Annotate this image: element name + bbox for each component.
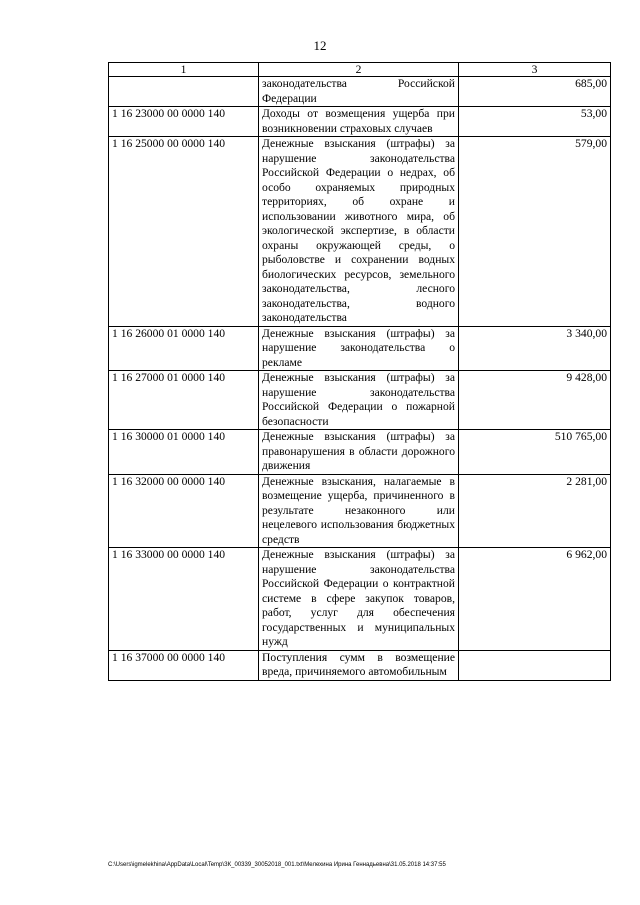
page-number: 12 [313,38,327,53]
row-amount: 6 962,00 [459,548,611,651]
table-row [109,107,611,137]
table-row [109,371,611,430]
row-amount: 685,00 [459,77,611,107]
row-code: 1 16 23000 00 0000 140 [109,107,259,137]
row-code: 1 16 25000 00 0000 140 [109,137,259,327]
row-code: 1 16 30000 01 0000 140 [109,430,259,475]
table-row [109,326,611,371]
table-row [109,77,611,107]
row-name: Денежные взыскания (штрафы) за нарушение законодательства Российской Федерации о пожарной безопасности [259,371,459,430]
row-name: Денежные взыскания (штрафы) за нарушение законодательства Российской Федерации о недрах, об особо охраняемых природных территориях, об охране и использовании животного мира, об экологической экспертизе, в области охраны окружающей среды, о рыболовстве и сохранении водных биологических ресурсов, земельного законодательства, лесного законодательства, водного законодательства [259,137,459,327]
row-name: Денежные взыскания, налагаемые в возмещение ущерба, причиненного в результате незаконного или нецелевого использования бюджетных средств [259,474,459,548]
column-header-amount: 3 [459,63,611,77]
row-name: законодательства Российской Федерации [259,77,459,107]
table-row [109,137,611,327]
file-path-footer: C:\Users\igmelekhina\AppData\Local\Temp\ЗК_00339_30052018_001.txt\Мелехина Ирина Геннадьевна\31.05.2018 14:37:55 [108,862,446,868]
table-row [109,548,611,651]
row-amount: 9 428,00 [459,371,611,430]
table-header-row [109,63,611,77]
row-name: Поступления сумм в возмещение вреда, причиняемого автомобильным [259,650,459,680]
column-header-code: 1 [109,63,259,77]
row-code: 1 16 27000 01 0000 140 [109,371,259,430]
row-name: Денежные взыскания (штрафы) за нарушение законодательства Российской Федерации о контрактной системе в сфере закупок товаров, работ, услуг для обеспечения государственных и муниципальных нужд [259,548,459,651]
row-code: 1 16 32000 00 0000 140 [109,474,259,548]
row-code: 1 16 33000 00 0000 140 [109,548,259,651]
row-amount: 2 281,00 [459,474,611,548]
column-header-name: 2 [259,63,459,77]
row-amount: 579,00 [459,137,611,327]
table-row [109,474,611,548]
table-row [109,430,611,475]
row-name: Доходы от возмещения ущерба при возникновении страховых случаев [259,107,459,137]
row-code: 1 16 37000 00 0000 140 [109,650,259,680]
row-name: Денежные взыскания (штрафы) за правонарушения в области дорожного движения [259,430,459,475]
row-code: 1 16 26000 01 0000 140 [109,326,259,371]
row-amount: 510 765,00 [459,430,611,475]
row-name: Денежные взыскания (штрафы) за нарушение законодательства о рекламе [259,326,459,371]
row-code [109,77,259,107]
table-row [109,650,611,680]
row-amount: 53,00 [459,107,611,137]
row-amount [459,650,611,680]
revenue-table [108,62,611,681]
row-amount: 3 340,00 [459,326,611,371]
